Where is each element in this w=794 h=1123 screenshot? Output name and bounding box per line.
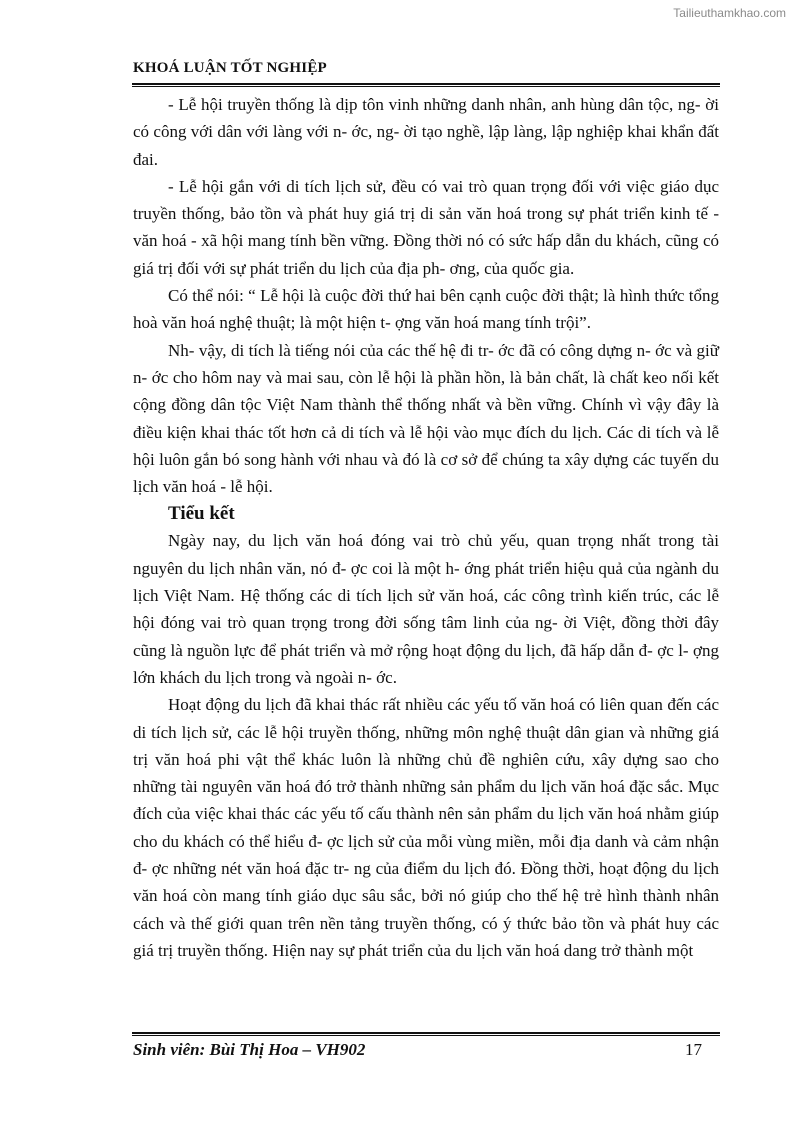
page-body (133, 91, 719, 964)
header-divider (132, 83, 720, 87)
watermark-text: Tailieuthamkhao.com (673, 6, 786, 20)
paragraph-4: Nh- vậy, di tích là tiếng nói của các thế hệ đi tr- ớc đã có công dựng n- ớc và giữ n- ớc cho hôm nay và mai sau, còn lễ hội là phần hồn, là bản chất, là chất keo nối kết cộng đồng dân tộc Việt Nam thành thể thống nhất và bền vững. Chính vì vậy đây là điều kiện khai thác tốt hơn cả di tích và lễ hội vào mục đích du lịch. Các di tích và lễ hội luôn gắn bó song hành với nhau và đó là cơ sở để chúng ta xây dựng các tuyến du lịch văn hoá - lễ hội. (133, 340, 719, 497)
footer-divider (132, 1032, 720, 1036)
section-paragraph-2: Hoạt động du lịch đã khai thác rất nhiều các yếu tố văn hoá có liên quan đến các di tích lịch sử, các lễ hội truyền thống, những môn nghệ thuật dân gian và những giá trị văn hoá phi vật thể khác luôn là những chủ đề nghiên cứu, xây dựng sao cho những tài nguyên văn hoá đó trở thành những sản phẩm du lịch văn hoá đặc sắc. Mục đích của việc khai thác các yếu tố cấu thành nên sản phẩm du lịch văn hoá nhằm giúp cho du khách có thể hiểu đ- ợc lịch sử của mỗi vùng miền, mỗi địa danh và cảm nhận đ- ợc những nét văn hoá đặc tr- ng của điểm du lịch đó. Đồng thời, hoạt động du lịch văn hoá còn mang tính giáo dục sâu sắc, bởi nó giúp cho thế hệ trẻ hình thành nhân cách và thế giới quan trên nền tảng truyền thống, có ý thức bảo tồn và phát huy các giá trị truyền thống. Hiện nay sự phát triển của du lịch văn hoá dang trở thành một (133, 695, 719, 960)
section-heading: Tiểu kết (168, 503, 235, 525)
document-header-title: KHOÁ LUẬN TỐT NGHIỆP (133, 60, 327, 76)
paragraph-1: - Lễ hội truyền thống là dịp tôn vinh những danh nhân, anh hùng dân tộc, ng- ời có công với dân với làng với n- ớc, ng- ời tạo nghề, lập làng, lập nghiệp khai khẩn đất đai. (133, 95, 719, 169)
paragraph-3: Có thể nói: “ Lễ hội là cuộc đời thứ hai bên cạnh cuộc đời thật; là hình thức tổng hoà văn hoá nghệ thuật; là một hiện t- ợng văn hoá mang tính trội”. (133, 286, 719, 333)
footer-author: Sinh viên: Bùi Thị Hoa – VH902 (133, 1040, 366, 1059)
section-paragraph-1: Ngày nay, du lịch văn hoá đóng vai trò chủ yếu, quan trọng nhất trong tài nguyên du lịch nhân văn, nó đ- ợc coi là một h- ớng phát triển hiệu quả của ngành du lịch Việt Nam. Hệ thống các di tích lịch sử văn hoá, các công trình kiến trúc, các lễ hội đóng vai trò quan trọng trong đời sống tâm linh của ng- ời Việt, đồng thời đây cũng là nguồn lực để phát triển và mở rộng hoạt động du lịch, đã hấp dẫn đ- ợc l- ợng lớn khách du lịch trong và ngoài n- ớc. (133, 531, 719, 687)
paragraph-2: - Lễ hội gắn với di tích lịch sử, đều có vai trò quan trọng đối với việc giáo dục truyền thống, bảo tồn và phát huy giá trị di sản văn hoá trong sự phát triển kinh tế - văn hoá - xã hội mang tính bền vững. Đồng thời nó có sức hấp dẫn du khách, cũng có giá trị đối với sự phát triển du lịch của địa ph- ơng, của quốc gia. (133, 176, 719, 278)
page-number: 17 (685, 1040, 702, 1059)
